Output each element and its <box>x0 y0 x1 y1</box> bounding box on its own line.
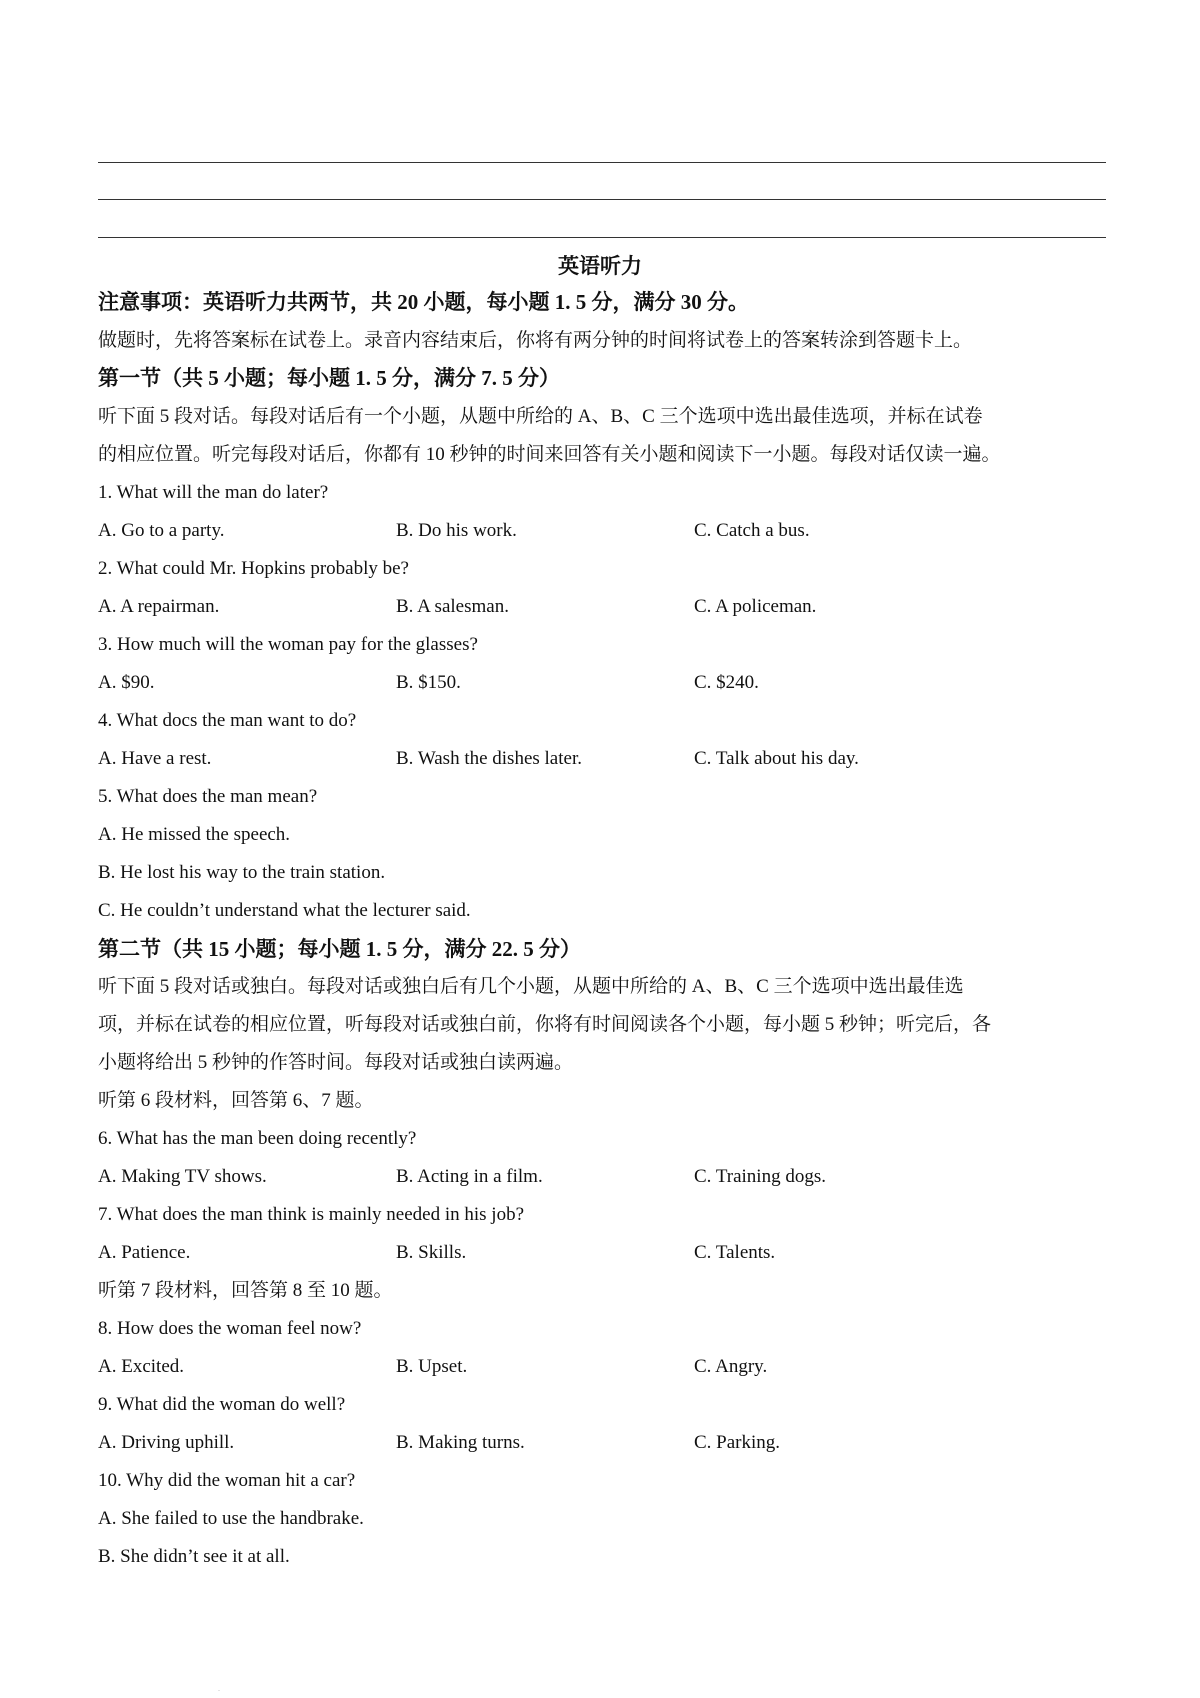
option-b: B. $150. <box>396 672 461 693</box>
page-title: 英语听力 <box>558 254 642 278</box>
option-b: B. A salesman. <box>396 596 509 617</box>
section1-directions-line-1: 听下面 5 段对话。每段对话后有一个小题，从题中所给的 A、B、C 三个选项中选出最佳选项，并标在试卷 <box>98 406 983 427</box>
option-b: B. Wash the dishes later. <box>396 748 582 769</box>
question-3-options <box>98 670 1106 696</box>
option-a: A. A repairman. <box>98 596 220 617</box>
option-c: C. Catch a bus. <box>694 520 810 541</box>
question-5-option-a: A. He missed the speech. <box>98 824 291 845</box>
question-9: 9. What did the woman do well? <box>98 1394 346 1415</box>
option-c: C. A policeman. <box>694 596 817 617</box>
option-a: A. Making TV shows. <box>98 1166 267 1187</box>
section1-heading: 第一节（共 5 小题；每小题 1. 5 分，满分 7. 5 分） <box>98 366 560 390</box>
question-4-options <box>98 746 1106 772</box>
question-7: 7. What does the man think is mainly needed in his job? <box>98 1204 525 1225</box>
answer-line-1 <box>98 162 1106 163</box>
question-9-options <box>98 1430 1106 1456</box>
option-c: C. Talk about his day. <box>694 748 859 769</box>
material-6-note: 听第 6 段材料，回答第 6、7 题。 <box>98 1090 374 1111</box>
question-8: 8. How does the woman feel now? <box>98 1318 362 1339</box>
option-b: B. Upset. <box>396 1356 468 1377</box>
option-c: C. Training dogs. <box>694 1166 826 1187</box>
option-a: A. Driving uphill. <box>98 1432 235 1453</box>
option-b: B. Skills. <box>396 1242 467 1263</box>
question-5-option-b: B. He lost his way to the train station. <box>98 862 386 883</box>
question-3: 3. How much will the woman pay for the glasses? <box>98 634 478 655</box>
option-a: A. Go to a party. <box>98 520 225 541</box>
option-a: A. Patience. <box>98 1242 191 1263</box>
answer-line-3 <box>98 237 1106 238</box>
question-2: 2. What could Mr. Hopkins probably be? <box>98 558 409 579</box>
footer-mark: . <box>218 1684 220 1693</box>
question-10: 10. Why did the woman hit a car? <box>98 1470 356 1491</box>
section2-directions-line-3: 小题将给出 5 秒钟的作答时间。每段对话或独白读两遍。 <box>98 1052 574 1073</box>
option-c: C. Angry. <box>694 1356 768 1377</box>
question-1-options <box>98 518 1106 544</box>
instruction-text: 做题时，先将答案标在试卷上。录音内容结束后，你将有两分钟的时间将试卷上的答案转涂到答题卡上。 <box>98 330 973 351</box>
option-c: C. $240. <box>694 672 759 693</box>
question-8-options <box>98 1354 1106 1380</box>
question-5-option-c: C. He couldn’t understand what the lecturer said. <box>98 900 471 921</box>
option-a: A. Have a rest. <box>98 748 212 769</box>
option-a: A. Excited. <box>98 1356 185 1377</box>
option-b: B. Making turns. <box>396 1432 525 1453</box>
option-b: B. Acting in a film. <box>396 1166 543 1187</box>
answer-line-2 <box>98 199 1106 200</box>
question-2-options <box>98 594 1106 620</box>
option-c: C. Talents. <box>694 1242 776 1263</box>
question-7-options <box>98 1240 1106 1266</box>
section2-directions-line-2: 项，并标在试卷的相应位置，听每段对话或独白前，你将有时间阅读各个小题，每小题 5 秒钟；听完后，各 <box>98 1014 992 1035</box>
question-4: 4. What docs the man want to do? <box>98 710 357 731</box>
section2-heading: 第二节（共 15 小题；每小题 1. 5 分，满分 22. 5 分） <box>98 937 581 961</box>
option-a: A. $90. <box>98 672 155 693</box>
section2-directions-line-1: 听下面 5 段对话或独白。每段对话或独白后有几个小题，从题中所给的 A、B、C 三个选项中选出最佳选 <box>98 976 964 997</box>
option-b: B. Do his work. <box>396 520 517 541</box>
question-10-option-a: A. She failed to use the handbrake. <box>98 1508 364 1529</box>
question-10-option-b: B. She didn’t see it at all. <box>98 1546 290 1567</box>
section1-directions-line-2: 的相应位置。听完每段对话后，你都有 10 秒钟的时间来回答有关小题和阅读下一小题。每段对话仅读一遍。 <box>98 444 1001 465</box>
question-5: 5. What does the man mean? <box>98 786 318 807</box>
option-c: C. Parking. <box>694 1432 781 1453</box>
material-7-note: 听第 7 段材料，回答第 8 至 10 题。 <box>98 1280 393 1301</box>
question-6: 6. What has the man been doing recently? <box>98 1128 417 1149</box>
question-1: 1. What will the man do later? <box>98 482 329 503</box>
notice-heading: 注意事项：英语听力共两节，共 20 小题，每小题 1. 5 分，满分 30 分。 <box>98 290 749 314</box>
question-6-options <box>98 1164 1106 1190</box>
